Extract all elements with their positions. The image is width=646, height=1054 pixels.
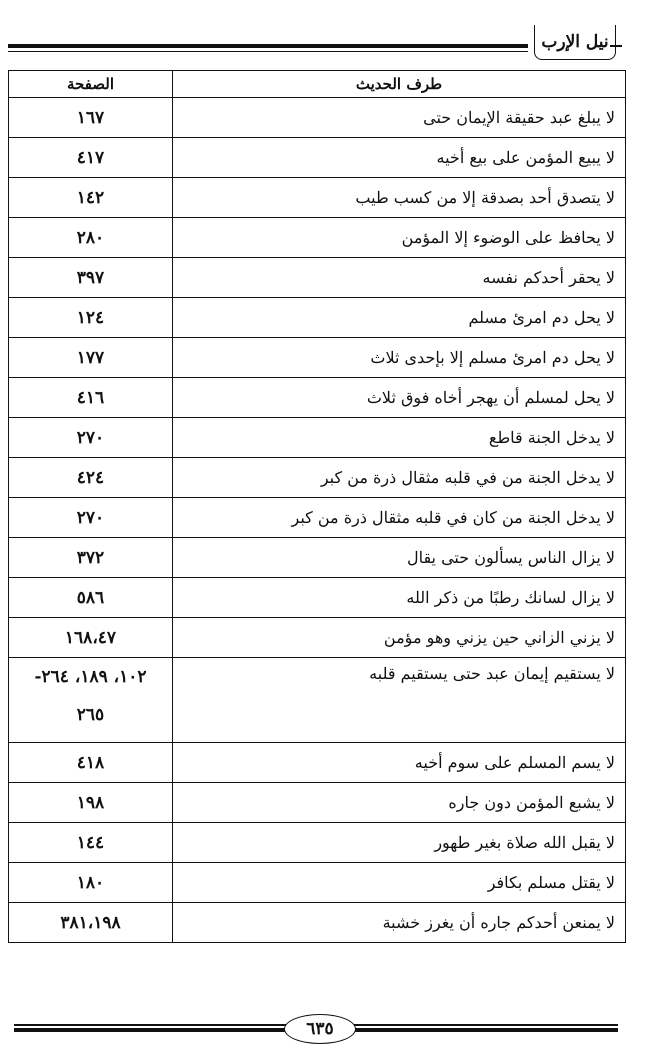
- hadith-cell: لا يبلغ عبد حقيقة الإيمان حتى: [173, 98, 626, 138]
- page-footer: [14, 1014, 618, 1042]
- hadith-cell: لا يشبع المؤمن دون جاره: [173, 783, 626, 823]
- table-header-row: [9, 71, 626, 98]
- header-rule-thin: [8, 51, 528, 52]
- page-cell: ١٤٤: [9, 823, 173, 863]
- page-cell: ٣٩٧: [9, 258, 173, 298]
- page-cell: ٤١٦: [9, 378, 173, 418]
- table-row: [9, 218, 626, 258]
- hadith-cell: لا يحقر أحدكم نفسه: [173, 258, 626, 298]
- hadith-cell: لا يحل دم امرئ مسلم إلا بإحدى ثلاث: [173, 338, 626, 378]
- table-row: [9, 458, 626, 498]
- table-row: [9, 783, 626, 823]
- page-cell: ٤١٧: [9, 138, 173, 178]
- table-row: [9, 98, 626, 138]
- hadith-cell: لا يمنعن أحدكم جاره أن يغرز خشبة: [173, 903, 626, 943]
- page-cell: ٢٧٠: [9, 498, 173, 538]
- page-header: [8, 25, 616, 65]
- page-cell: ١٧٧: [9, 338, 173, 378]
- page-cell: ٣٧٢: [9, 538, 173, 578]
- page-cell: ١٩٨: [9, 783, 173, 823]
- hadith-cell: لا يحل لمسلم أن يهجر أخاه فوق ثلاث: [173, 378, 626, 418]
- page-column-header: الصفحة: [9, 71, 173, 98]
- table-row: [9, 498, 626, 538]
- header-tick: [610, 45, 622, 47]
- page-cell: ٤١٨: [9, 743, 173, 783]
- page-cell: ٣٨١،١٩٨: [9, 903, 173, 943]
- hadith-index-table: [8, 70, 626, 943]
- page-cell: ١٦٧: [9, 98, 173, 138]
- page-cell: ٥٨٦: [9, 578, 173, 618]
- hadith-cell: لا يدخل الجنة قاطع: [173, 418, 626, 458]
- hadith-cell: لا يزال الناس يسألون حتى يقال: [173, 538, 626, 578]
- hadith-cell: لا يزال لسانك رطبًا من ذكر الله: [173, 578, 626, 618]
- hadith-column-header: طرف الحديث: [173, 71, 626, 98]
- page-cell-line: ١٠٢، ١٨٩، ٢٦٤-: [34, 667, 147, 687]
- table-row: [9, 658, 626, 743]
- table-row: [9, 338, 626, 378]
- hadith-cell: لا يقتل مسلم بكافر: [173, 863, 626, 903]
- hadith-cell: لا يسم المسلم على سوم أخيه: [173, 743, 626, 783]
- hadith-cell: لا يدخل الجنة من كان في قلبه مثقال ذرة من كبر: [173, 498, 626, 538]
- table-row: [9, 298, 626, 338]
- table-row: [9, 618, 626, 658]
- book-title: نيل الإرب: [534, 25, 616, 60]
- hadith-cell: لا يحافظ على الوضوء إلا المؤمن: [173, 218, 626, 258]
- table-row: [9, 578, 626, 618]
- page-cell: ٤٢٤: [9, 458, 173, 498]
- page-cell: ١٢٤: [9, 298, 173, 338]
- page-cell: [9, 658, 173, 743]
- page-cell-line: ٢٦٥: [76, 705, 105, 725]
- table-row: [9, 538, 626, 578]
- table-row: [9, 863, 626, 903]
- hadith-cell: لا يستقيم إيمان عبد حتى يستقيم قلبه: [173, 658, 626, 743]
- hadith-cell: لا يتصدق أحد بصدقة إلا من كسب طيب: [173, 178, 626, 218]
- hadith-cell: لا يزني الزاني حين يزني وهو مؤمن: [173, 618, 626, 658]
- hadith-cell: لا يقبل الله صلاة بغير طهور: [173, 823, 626, 863]
- page-cell: ١٨٠: [9, 863, 173, 903]
- page-cell: ٢٧٠: [9, 418, 173, 458]
- page-cell: ١٤٢: [9, 178, 173, 218]
- page-number: ٦٣٥: [284, 1014, 356, 1044]
- table-row: [9, 138, 626, 178]
- page-cell: ٢٨٠: [9, 218, 173, 258]
- table-row: [9, 743, 626, 783]
- table-row: [9, 258, 626, 298]
- table-row: [9, 178, 626, 218]
- page-cell: ١٦٨،٤٧: [9, 618, 173, 658]
- hadith-cell: لا يحل دم امرئ مسلم: [173, 298, 626, 338]
- hadith-cell: لا يدخل الجنة من في قلبه مثقال ذرة من كبر: [173, 458, 626, 498]
- hadith-cell: لا يبيع المؤمن على بيع أخيه: [173, 138, 626, 178]
- table-row: [9, 903, 626, 943]
- table-row: [9, 378, 626, 418]
- table-row: [9, 418, 626, 458]
- table-row: [9, 823, 626, 863]
- header-rule: [8, 44, 528, 48]
